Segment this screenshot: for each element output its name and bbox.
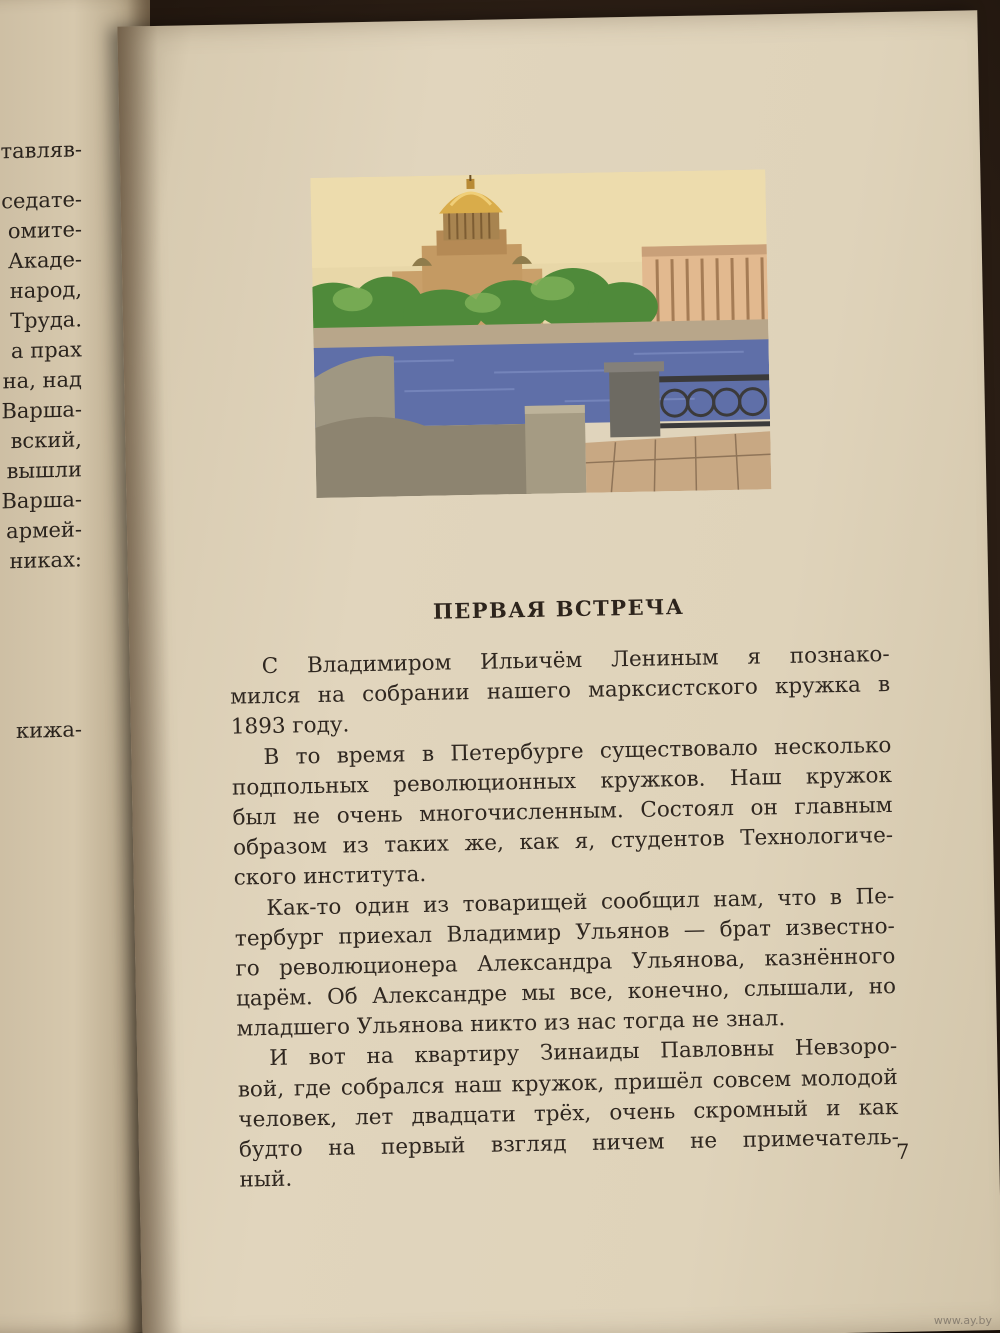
left-page-fragment: вышли — [6, 457, 82, 484]
left-page-fragment: Варша- — [1, 397, 82, 424]
watermark: www.ay.by — [933, 1314, 992, 1327]
left-page-fragment: седате- — [1, 187, 82, 214]
left-page-fragment: Акаде- — [7, 247, 82, 274]
left-page-fragment: никах: — [9, 547, 82, 574]
cathedral-illustration-art — [310, 169, 771, 498]
right-page — [117, 10, 1000, 1333]
text-line: Как-то один из товарищей сообщил нам, что в Пе- — [266, 883, 895, 921]
text-line: человек, лет двадцати трёх, очень скромный и как — [238, 1094, 899, 1133]
left-page-fragment: на, над — [2, 367, 82, 394]
text-line: ный. — [239, 1166, 293, 1193]
left-page-fragment: армей- — [6, 517, 82, 544]
left-page-fragment: кижа- — [15, 717, 82, 744]
text-line: был не очень многочисленным. Состоял он главным — [232, 792, 893, 831]
text-line: В то время в Петербурге существовало несколько — [263, 732, 892, 770]
text-line: мился на собрании нашего марксистского кружка в — [230, 672, 891, 710]
text-line: И вот на квартиру Зинаиды Павловны Невзоро- — [268, 1034, 898, 1072]
left-page-fragment: тавляв- — [0, 137, 82, 164]
text-line: образом из таких же, как я, студентов Технологиче- — [232, 823, 894, 861]
text-line: С Владимиром Ильичём Лениным я познако- — [261, 642, 890, 680]
left-page-fragment: а прах — [11, 337, 82, 364]
text-line: вой, где собрался наш кружок, пришёл совсем молодой — [237, 1064, 898, 1103]
text-line: ского института. — [233, 862, 427, 891]
text-line: царём. Об Александре мы все, конечно, слышали, но — [235, 974, 897, 1012]
text-line: младшего Ульянова никто из нас тогда не знал. — [236, 1006, 786, 1042]
body-text — [229, 640, 899, 1196]
text-line: подпольных революционных кружков. Наш кружок — [231, 762, 893, 801]
left-page-fragment: Варша- — [1, 487, 82, 514]
cathedral-illustration — [310, 169, 771, 498]
left-page-fragment: вский, — [10, 427, 82, 454]
text-line: будто на первый взгляд ничем не примечатель- — [238, 1124, 900, 1163]
left-page-fragment: омите- — [7, 217, 82, 244]
text-line: 1893 году. — [230, 712, 350, 741]
left-page-fragment: Труда. — [10, 307, 82, 334]
chapter-title: ПЕРВАЯ ВСТРЕЧА — [432, 593, 685, 624]
left-page-fragment: народ, — [9, 277, 82, 304]
text-line: тербург приехал Владимир Ульянов — брат известно- — [234, 913, 896, 952]
text-line: го революционера Александра Ульянова, казнённого — [235, 943, 896, 982]
page-number: 7 — [895, 1139, 910, 1164]
